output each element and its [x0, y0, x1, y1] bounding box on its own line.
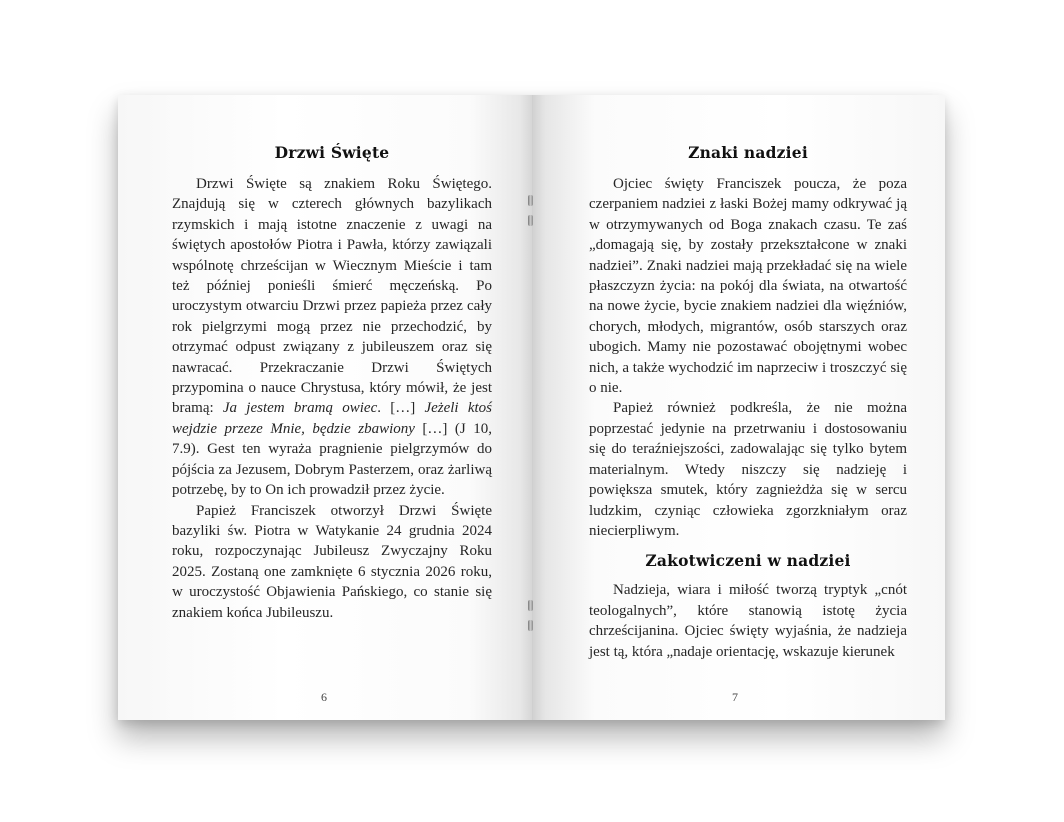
left-p1-text-c: […] (J 10, 7.9). Gest ten wyraża pragnienie pielgrzymów do pójścia za Jezusem, Dobrym Pasterzem, oraz żarliwą potrzebę, by to On ich prowadził przez życie.: [172, 420, 492, 499]
right-paragraph-2: Papież również podkreśla, że nie można poprzestać jedynie na przetrwaniu i dostosowaniu się do teraźniejszości, zadowalając się tylko bytem materialnym. Wtedy niszczy się nadzieję i powiększa smutek, który zagnieżdża się w sercu ludzkim, czyniąc człowieka zgorzkniałym oraz niecierpliwym.: [589, 400, 907, 539]
right-page-number: 7: [732, 690, 738, 704]
right-page-subtitle: Zakotwiczeni w nadziei: [645, 551, 851, 571]
left-paragraph-1: [172, 174, 492, 501]
right-page-content: [589, 143, 907, 662]
left-page: [118, 95, 532, 720]
right-paragraph-3: Nadzieja, wiara i miłość tworzą tryptyk „cnót teologalnych”, które stanowią istotę życia chrześcijanina. Ojciec święty wyjaśnia, że nadzieja jest tą, która „nadaje orientację, wskazuje kierunek: [589, 582, 907, 660]
staple-icon: [528, 620, 533, 631]
left-p1-quote-1: Ja jestem bramą owiec: [222, 400, 378, 417]
right-page-title: Znaki nadziei: [688, 143, 808, 162]
left-p1-text-a: Drzwi Święte są znakiem Roku Świętego. Znajdują się w czterech głównych bazylikach rzymskich i mają istotne znaczenie z uwagi na świętych apostołów Piotra i Pawła, którzy zawiązali wspólnotę chrześcijan w Wiecznym Mieście i tam też później ponieśli śmierć męczeńską. Po uroczystym otwarciu Drzwi przez papieża przez cały rok pielgrzymi mogą przez nie przechodzić, by otrzymać odpust związany z jubileuszem oraz się nawracać. Przekraczanie Drzwi Świętych przypomina o nauce Chrystusa, który mówił, że jest bramą:: [172, 176, 492, 417]
staple-icon: [528, 215, 533, 226]
left-p1-quote-2: Jeżeli ktoś wejdzie przeze Mnie, będzie zbawiony: [172, 400, 492, 437]
right-paragraph-1: Ojciec święty Franciszek poucza, że poza czerpaniem nadziei z łaski Bożej mamy odkrywać ją w otrzymywanych od Boga znakach czasu. Te zaś „domagają się, by zostały przekształcone w znaki nadziei”. Znaki nadziei mają przekładać się na wiele płaszczyzn życia: na pokój dla świata, na otwartość na nowe życie, bycie znakiem nadziei dla więźniów, chorych, młodych, migrantów, osób starszych oraz ubogich. Mamy nie pozostawać obojętnymi wobec nich, a także wychodzić im naprzeciw i troszczyć się o nie.: [589, 176, 907, 397]
left-p1-text-b: . […]: [377, 400, 425, 417]
staple-icon: [528, 600, 533, 611]
left-page-content: [172, 143, 492, 623]
right-page: [532, 95, 945, 720]
left-paragraph-2: Papież Franciszek otworzył Drzwi Święte bazyliki św. Piotra w Watykanie 24 grudnia 2024 roku, rozpoczynając Jubileusz Zwyczajny Roku 2025. Zostaną one zamknięte 6 stycznia 2026 roku, w uroczystość Objawienia Pańskiego, co stanie się znakiem końca Jubileuszu.: [172, 502, 492, 621]
booklet-spread: [118, 95, 944, 720]
staple-icon: [528, 195, 533, 206]
left-page-title: Drzwi Święte: [274, 143, 390, 162]
left-page-number: 6: [321, 690, 327, 704]
